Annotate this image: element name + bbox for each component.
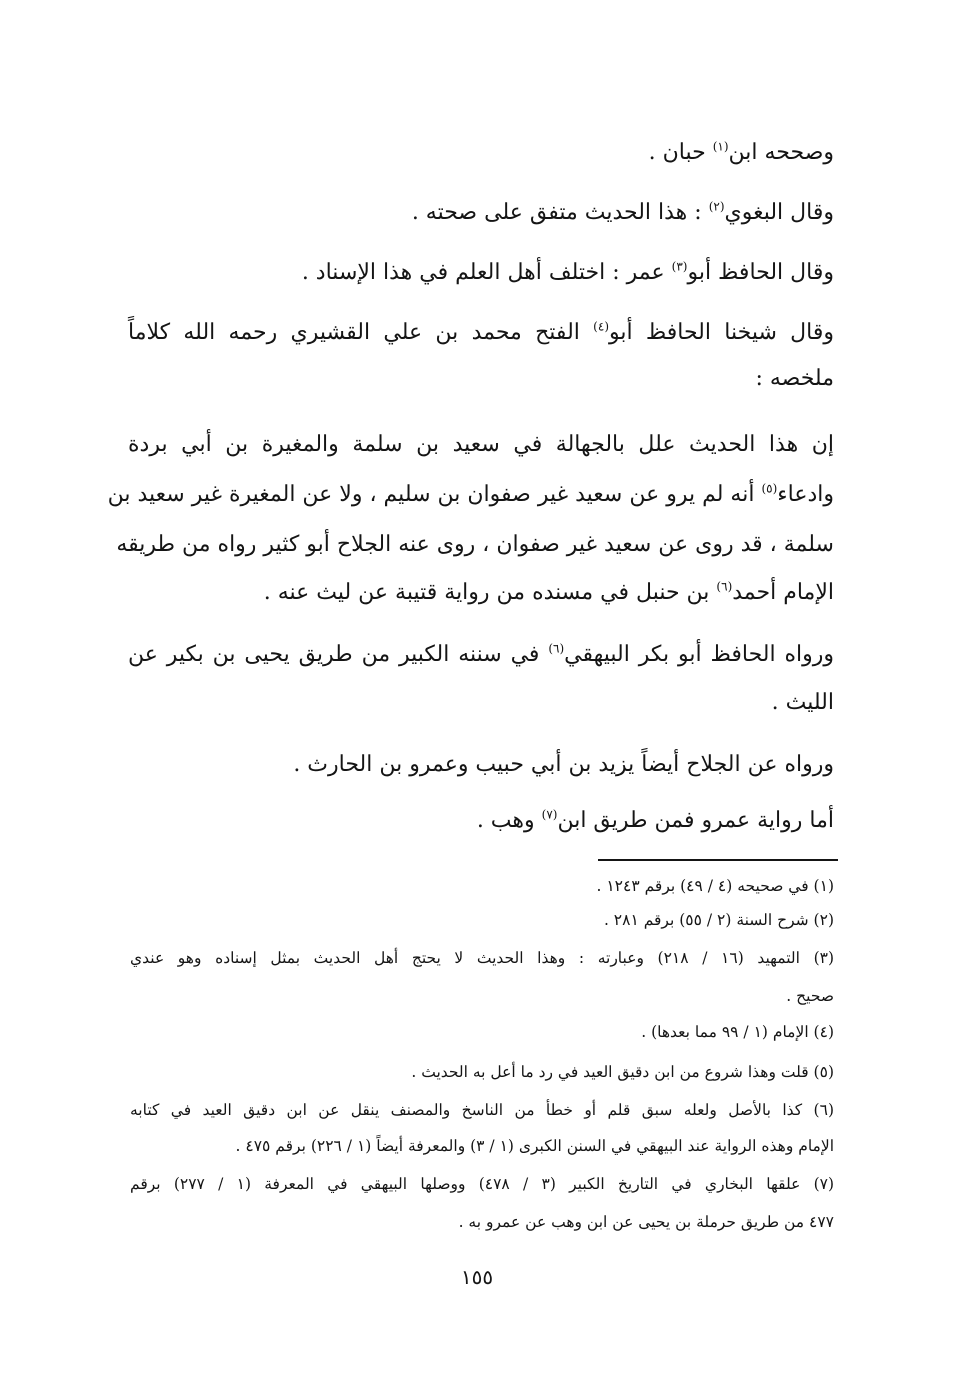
text-segment: الليث . [771, 690, 834, 715]
footnote-text: (٤) الإمام (١ / ٩٩ مما بعدها) . [641, 1023, 834, 1041]
paragraph-line [755, 364, 834, 394]
text-segment: وقال البغوي [724, 200, 834, 225]
footnote-text: (٦) كذا بالأصل ولعله سبق قلم أو خطأ من الناسخ والمصنف ينقل عن ابن دقيق العيد في كتابه [130, 1101, 834, 1119]
footnote-text: (١) في صحيحه (٤ / ٤٩) برقم ١٢٤٣ . [596, 877, 834, 895]
paragraph-line [107, 480, 834, 510]
text-segment: إن هذا الحديث علل بالجهالة في سعيد بن سلمة والمغيرة بن أبي بردة [128, 432, 834, 457]
footnote-separator [598, 859, 838, 861]
footnote-marker: (٦) [548, 641, 565, 656]
paragraph-line [649, 138, 834, 168]
text-segment: : هذا الحديث متفق على صحته . [411, 200, 709, 225]
text-segment: وقال شيخنا الحافظ أبو [609, 320, 834, 345]
footnote [641, 1020, 834, 1044]
footnote-marker: (٥) [761, 481, 778, 496]
text-segment: ورواه عن الجلاح أيضاً يزيد بن أبي حبيب وعمرو بن الحارث . [293, 752, 834, 777]
footnote-marker: (٦) [716, 579, 733, 594]
footnote [130, 1098, 834, 1122]
text-segment: حبان . [648, 140, 713, 165]
text-segment: وقال الحافظ أبو [687, 260, 834, 285]
text-segment: عمر : اختلف أهل العلم في هذا الإسناد . [301, 260, 672, 285]
footnote-text: (٥) قلت وهذا شروع من ابن دقيق العيد في رد ما أعل به الحديث . [411, 1063, 834, 1081]
footnote-text: صحيح . [786, 987, 834, 1005]
footnote-marker: (١) [712, 139, 729, 154]
paragraph-line [412, 198, 834, 228]
footnote-marker: (٢) [708, 199, 725, 214]
paragraph-line [772, 688, 834, 718]
footnote [130, 946, 834, 970]
footnote-text: الإمام وهذه الرواية عند البيهقي في السنن الكبرى (١ / ٣) والمعرفة أيضاً (١ / ٢٢٦) برقم ٤٧٥ . [235, 1137, 834, 1155]
footnote-text: (٣) التمهيد (١٦ / ٢١٨) وعبارته : وهذا الحديث لا يحتج أهل الحديث بمثل إسناده وهو عندي [130, 949, 835, 967]
footnote-marker: (٤) [593, 319, 609, 334]
text-segment: بن حنبل في مسنده من رواية قتيبة عن ليث عنه . [263, 580, 717, 605]
text-segment: الفتح محمد بن علي القشيري رحمه الله كلاماً [128, 320, 594, 345]
text-segment: أما رواية عمرو فمن طريق ابن [557, 808, 834, 833]
footnote [130, 1172, 834, 1196]
footnote [459, 1210, 834, 1234]
paragraph-line [264, 578, 834, 608]
paragraph-line [116, 530, 834, 560]
footnote-marker: (٧) [541, 807, 558, 822]
footnote-text: (٧) علقها البخاري في التاريخ الكبير (٣ / ٤٧٨) ووصلها البيهقي في المعرفة (١ / ٢٧٧) برقم [130, 1175, 835, 1193]
text-segment: ورواه الحافظ أبو بكر البيهقي [564, 642, 834, 667]
footnote-text: ٤٧٧ من طريق حرملة بن يحيى عن ابن وهب عن عمرو به . [458, 1213, 834, 1231]
footnote-text: (٢) شرح السنة (٢ / ٥٥) برقم ٢٨١ . [603, 911, 834, 929]
text-segment: أنه لم يرو عن سعيد غير صفوان بن سليم ، ولا عن المغيرة غير سعيد بن [107, 482, 762, 507]
text-segment: الإمام أحمد [732, 580, 834, 605]
text-segment: وصححه ابن [728, 140, 834, 165]
footnote-marker: (٣) [671, 259, 688, 274]
text-segment: سلمة ، قد روى عن سعيد غير صفوان ، روى عنه الجلاح أبو كثير رواه من طريقه [116, 532, 834, 557]
footnote [597, 874, 835, 898]
text-segment: ملخصه : [755, 366, 834, 391]
paragraph-line [293, 750, 834, 780]
paragraph-line [477, 806, 834, 836]
text-segment: في سننه الكبير من طريق يحيى بن بكير عن [128, 642, 549, 667]
footnote [786, 984, 834, 1008]
footnote [604, 908, 834, 932]
paragraph-line [128, 430, 834, 460]
text-segment: وهب . [476, 808, 542, 833]
footnote [411, 1060, 834, 1084]
paragraph-line [302, 258, 834, 288]
text-segment: وادعاء [777, 482, 834, 507]
footnote [236, 1134, 834, 1158]
page-number: ١٥٥ [460, 1265, 494, 1289]
paragraph-line [128, 640, 834, 670]
paragraph-line [128, 318, 834, 348]
